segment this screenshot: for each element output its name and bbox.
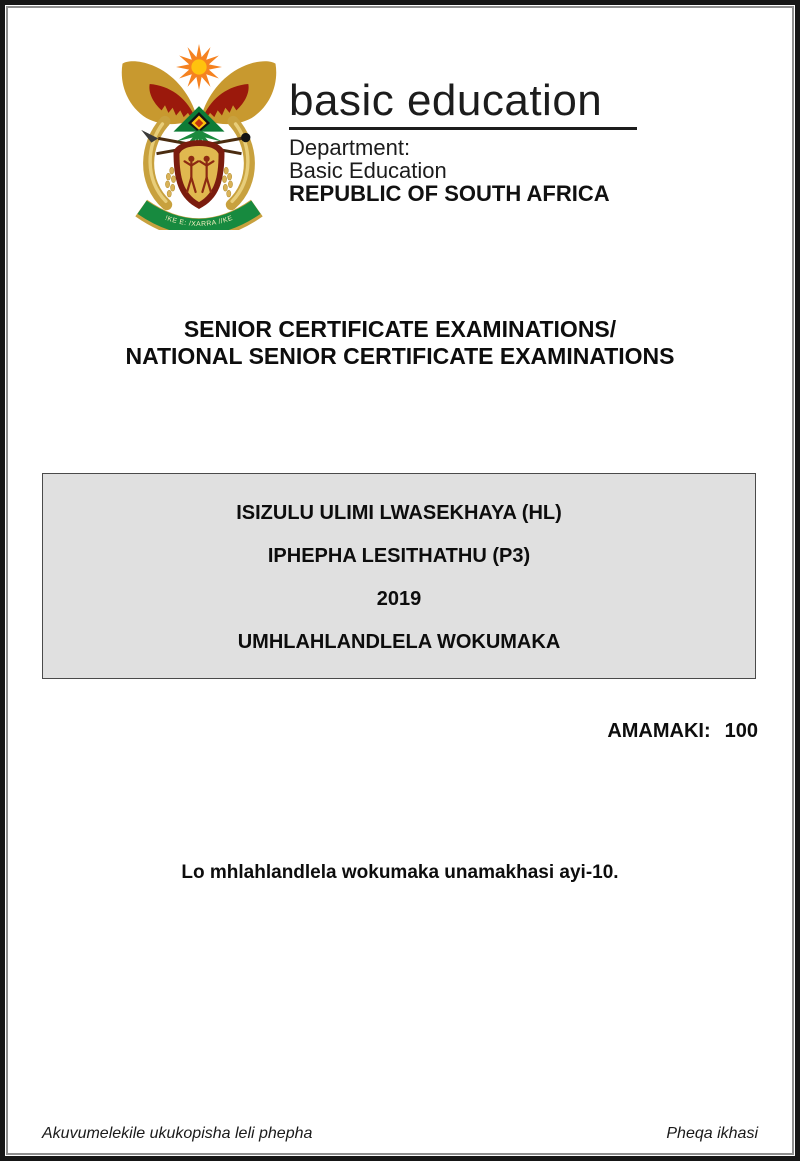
page-footer — [42, 1125, 758, 1143]
exam-title — [0, 316, 800, 370]
exam-year: 2019 — [376, 588, 422, 610]
department-label: Department: — [289, 135, 411, 161]
wordmark-text: basic education — [289, 76, 603, 125]
exam-title-line1: SENIOR CERTIFICATE EXAMINATIONS/ — [183, 316, 617, 342]
page-count-note: Lo mhlahlandlela wokumaka unamakhasi ayi-10. — [181, 862, 619, 883]
exam-title-line2: NATIONAL SENIOR CERTIFICATE EXAMINATIONS — [125, 343, 675, 369]
paper-type: UMHLAHLANDLELA WOKUMAKA — [237, 631, 561, 653]
footer-copyright-note: Akuvumelekile ukukopisha leli phepha — [42, 1125, 313, 1142]
department-wordmark — [289, 78, 649, 206]
department-name: Basic Education — [289, 158, 447, 184]
subject-name: ISIZULU ULIMI LWASEKHAYA (HL) — [236, 502, 562, 524]
coat-of-arms-icon — [114, 40, 284, 230]
marks-label: AMAMAKI: — [607, 720, 711, 742]
footer-turn-over-note: Pheqa ikhasi — [666, 1125, 758, 1142]
total-marks — [607, 720, 758, 743]
marks-value: 100 — [724, 720, 758, 742]
subject-box — [42, 473, 756, 679]
country-name: REPUBLIC OF SOUTH AFRICA — [289, 181, 610, 207]
wordmark-underline — [289, 127, 637, 130]
paper-number: IPHEPHA LESITHATHU (P3) — [267, 545, 531, 567]
coat-of-arms-motto: !KE E: /XARRA //KE — [164, 214, 234, 228]
